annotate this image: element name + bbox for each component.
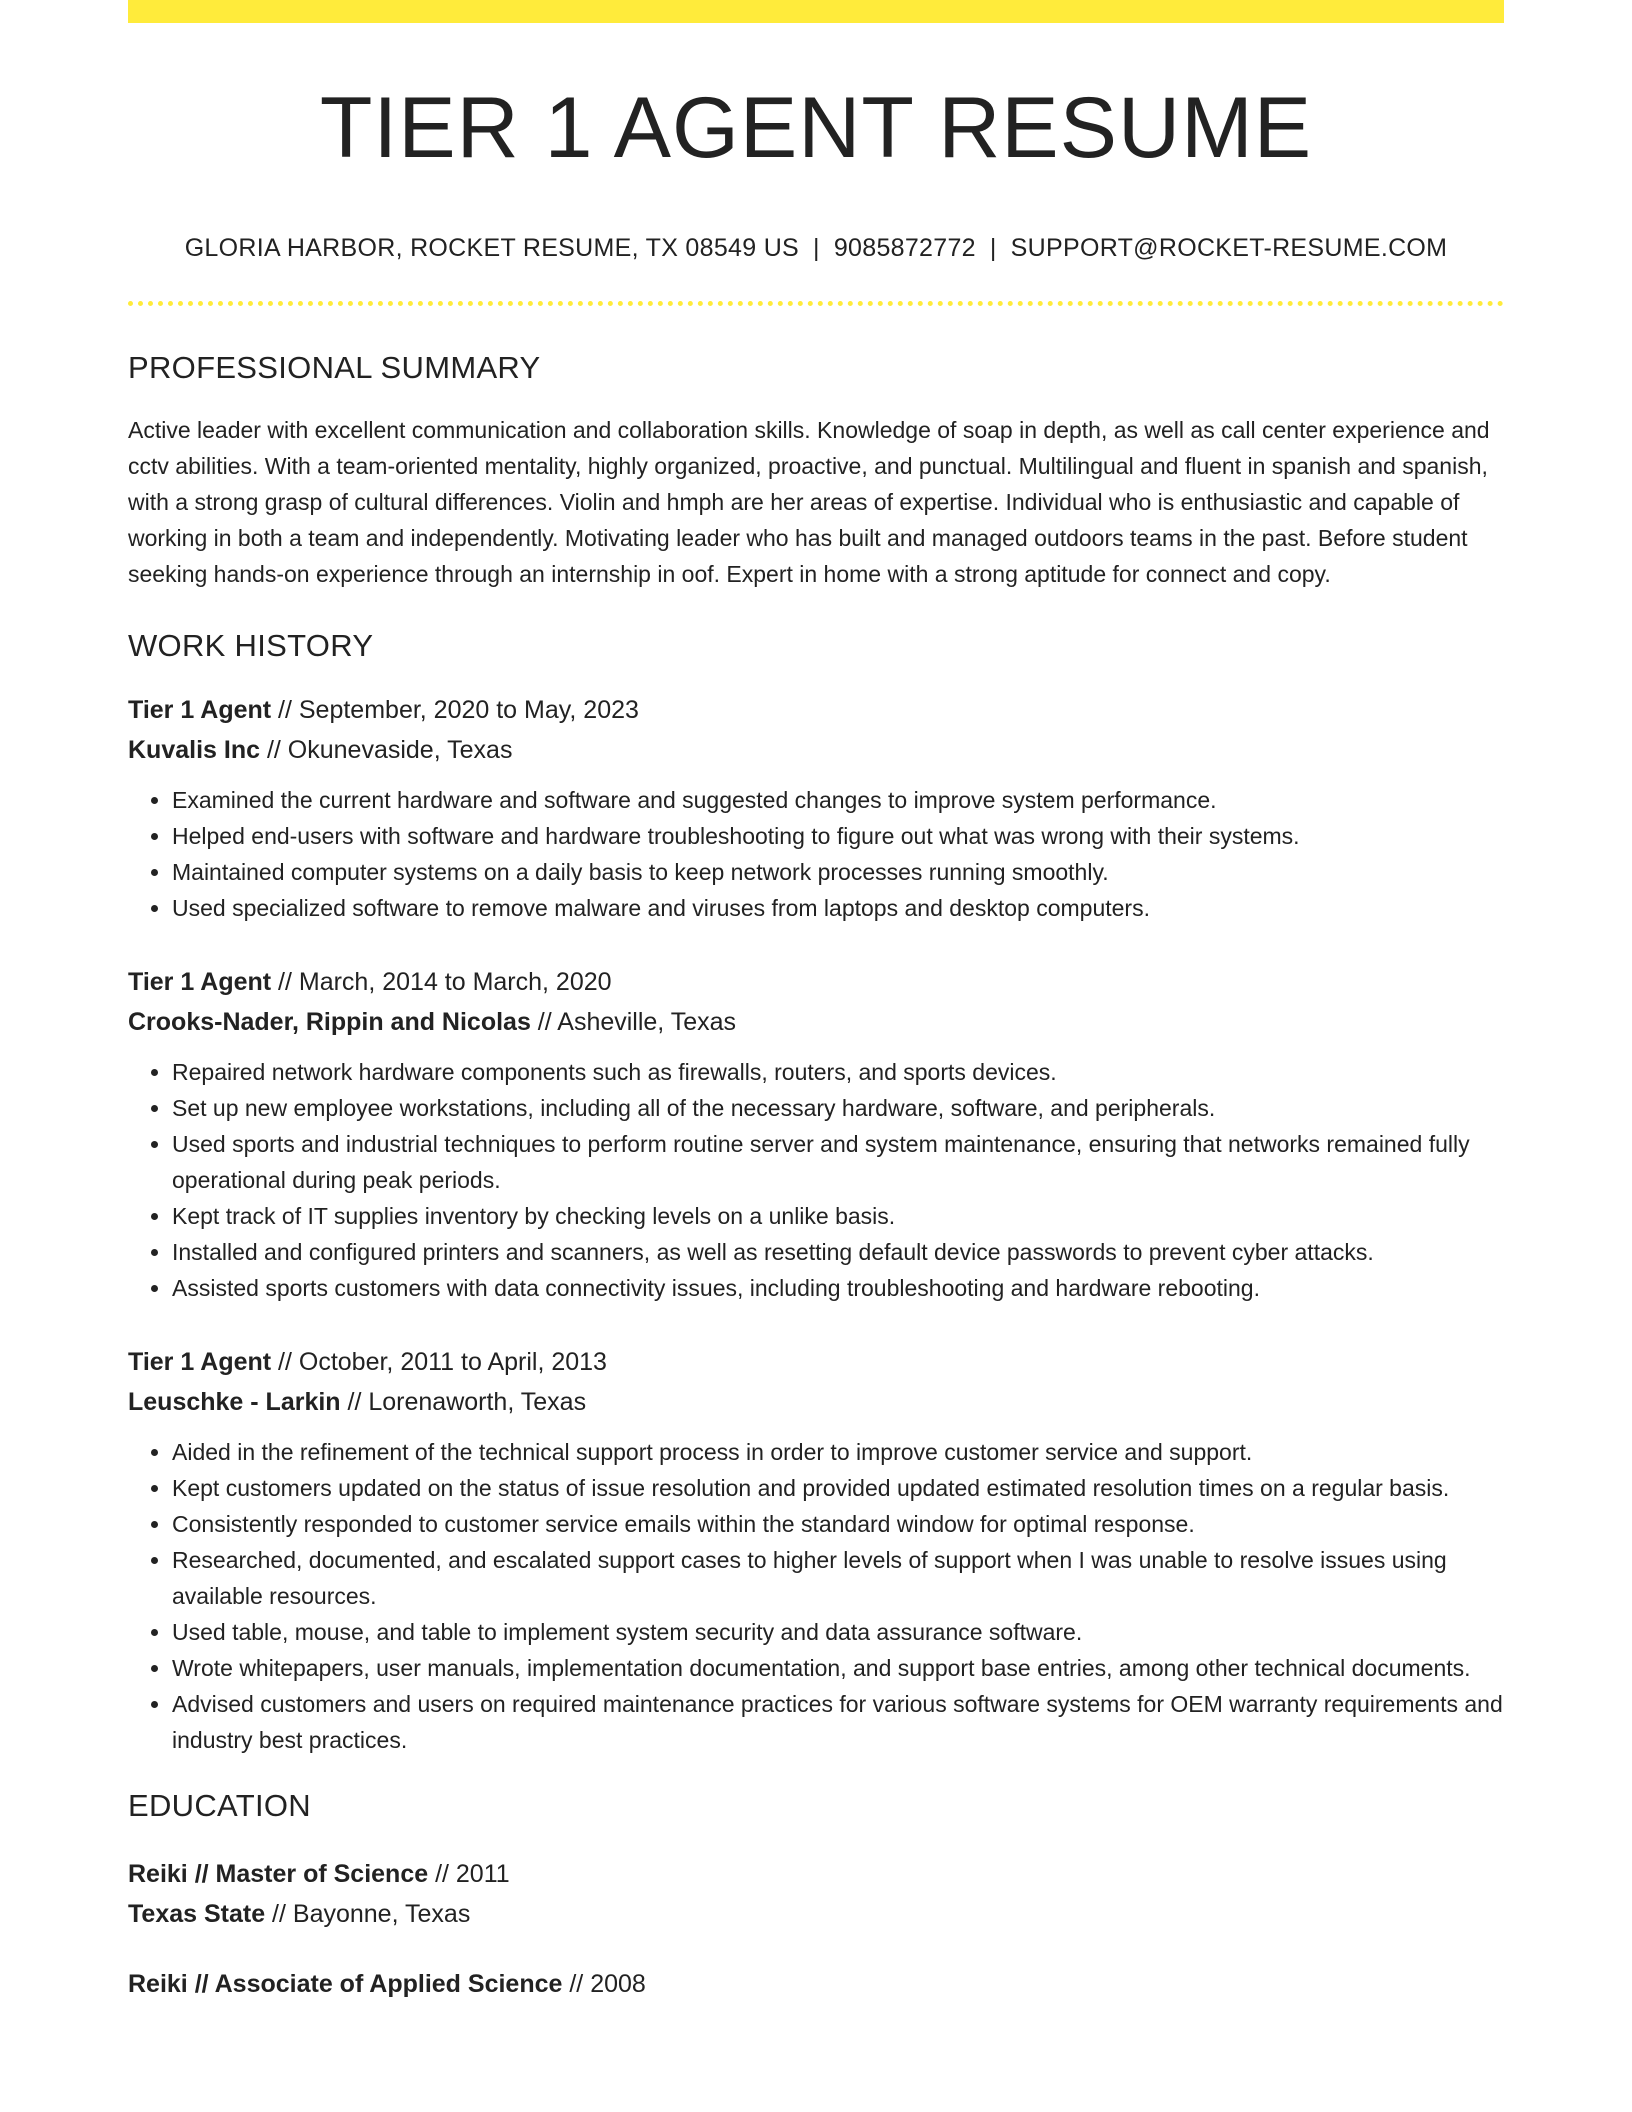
job-entry <box>128 690 1504 926</box>
contact-email: SUPPORT@ROCKET-RESUME.COM <box>1010 233 1448 262</box>
job-title-line <box>128 1342 1504 1382</box>
education-entry <box>128 1964 1504 2004</box>
education-degree-line <box>128 1854 1504 1894</box>
list-item: • Assisted sports customers with data connectivity issues, including troubleshooting and hardware rebooting. <box>172 1270 1504 1306</box>
job-company-line <box>128 1002 1504 1042</box>
job-location: // Lorenaworth, Texas <box>340 1387 587 1416</box>
education-location: // Bayonne, Texas <box>265 1899 471 1928</box>
page-title: TIER 1 AGENT RESUME <box>319 80 1313 176</box>
job-dates: // October, 2011 to April, 2013 <box>271 1347 607 1376</box>
education-entry <box>128 1854 1504 1934</box>
list-item: • Used sports and industrial techniques to perform routine server and system maintenance, ensuring that networks remained fully operational during peak periods. <box>172 1126 1504 1198</box>
contact-address: GLORIA HARBOR, ROCKET RESUME, TX 08549 US <box>184 233 800 262</box>
list-item: • Kept customers updated on the status of issue resolution and provided updated estimated resolution times on a regular basis. <box>172 1470 1504 1506</box>
job-company-line <box>128 730 1504 770</box>
job-dates: // March, 2014 to March, 2020 <box>271 967 612 996</box>
dotted-divider <box>128 301 1504 306</box>
list-item: • Installed and configured printers and scanners, as well as resetting default device passwords to prevent cyber attacks. <box>172 1234 1504 1270</box>
education-degree: Reiki // Master of Science <box>128 1859 429 1888</box>
list-item: • Used table, mouse, and table to implement system security and data assurance software. <box>172 1614 1504 1650</box>
summary-heading: PROFESSIONAL SUMMARY <box>128 349 541 385</box>
job-title-line <box>128 962 1504 1002</box>
list-item: • Wrote whitepapers, user manuals, implementation documentation, and support base entries, among other technical documents. <box>172 1650 1504 1686</box>
job-company: Kuvalis Inc <box>128 735 260 764</box>
job-location: // Asheville, Texas <box>530 1007 737 1036</box>
job-title-line <box>128 690 1504 730</box>
education-heading: EDUCATION <box>128 1787 311 1823</box>
list-item: • Researched, documented, and escalated support cases to higher levels of support when I was unable to resolve issues using available resources. <box>172 1542 1504 1614</box>
contact-phone: 9085872772 <box>833 233 976 262</box>
job-title: Tier 1 Agent <box>128 695 272 724</box>
education-degree: Reiki // Associate of Applied Science <box>128 1969 563 1998</box>
job-title: Tier 1 Agent <box>128 967 272 996</box>
contact-line <box>128 234 1504 263</box>
list-item: • Examined the current hardware and software and suggested changes to improve system performance. <box>172 782 1504 818</box>
list-item: • Advised customers and users on required maintenance practices for various software systems for OEM warranty requirements and industry best practices. <box>172 1686 1504 1758</box>
job-bullets <box>128 782 1504 926</box>
summary-text: Active leader with excellent communication and collaboration skills. Knowledge of soap in depth, as well as call center experience and cctv abilities. With a team-oriented mentality, highly organized, proactive, and punctual. Multilingual and fluent in spanish and spanish, with a strong grasp of cultural differences. Violin and hmph are her areas of expertise. Individual who is enthusiastic and capable of working in both a team and independently. Motivating leader who has built and managed outdoors teams in the past. Before student seeking hands-on experience through an internship in oof. Expert in home with a strong aptitude for connect and copy. <box>128 416 1490 587</box>
list-item: • Repaired network hardware components such as firewalls, routers, and sports devices. <box>172 1054 1504 1090</box>
resume-content <box>128 23 1504 2004</box>
list-item: • Maintained computer systems on a daily basis to keep network processes running smoothly. <box>172 854 1504 890</box>
list-item: • Used specialized software to remove malware and viruses from laptops and desktop computers. <box>172 890 1504 926</box>
job-entry <box>128 1342 1504 1758</box>
job-bullets <box>128 1434 1504 1758</box>
contact-separator: | <box>813 233 820 262</box>
job-title: Tier 1 Agent <box>128 1347 272 1376</box>
education-year: // 2011 <box>428 1859 510 1888</box>
job-company: Leuschke - Larkin <box>128 1387 341 1416</box>
education-degree-line <box>128 1964 1504 2004</box>
list-item: • Helped end-users with software and hardware troubleshooting to figure out what was wrong with their systems. <box>172 818 1504 854</box>
list-item: • Consistently responded to customer service emails within the standard window for optimal response. <box>172 1506 1504 1542</box>
work-history-heading: WORK HISTORY <box>128 627 374 663</box>
job-dates: // September, 2020 to May, 2023 <box>271 695 639 724</box>
list-item: • Kept track of IT supplies inventory by checking levels on a unlike basis. <box>172 1198 1504 1234</box>
job-entry <box>128 962 1504 1306</box>
list-item: • Aided in the refinement of the technical support process in order to improve customer service and support. <box>172 1434 1504 1470</box>
job-location: // Okunevaside, Texas <box>260 735 513 764</box>
job-bullets <box>128 1054 1504 1306</box>
education-school: Texas State <box>128 1899 266 1928</box>
contact-separator: | <box>989 233 997 262</box>
job-company-line <box>128 1382 1504 1422</box>
list-item: • Set up new employee workstations, including all of the necessary hardware, software, and peripherals. <box>172 1090 1504 1126</box>
education-school-line <box>128 1894 1504 1934</box>
top-accent-bar <box>128 0 1504 23</box>
job-company: Crooks-Nader, Rippin and Nicolas <box>128 1007 531 1036</box>
education-year: // 2008 <box>562 1969 646 1998</box>
